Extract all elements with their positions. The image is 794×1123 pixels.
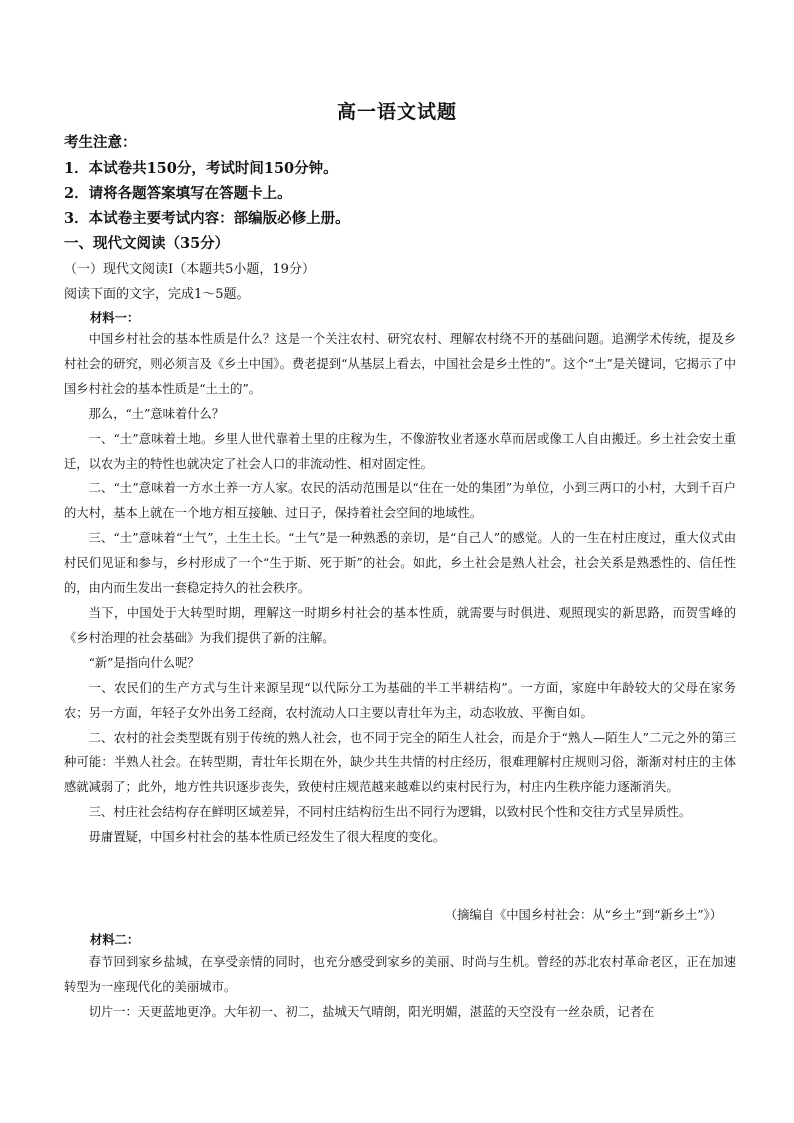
subsection-heading: （一）现代文阅读Ⅰ（本题共5小题，19分） xyxy=(64,262,315,277)
material-1-source: （摘编自《中国乡村社会：从“乡土”到“新乡土”》） xyxy=(444,908,722,922)
paragraph: “新”是指向什么呢？ xyxy=(88,655,200,670)
paragraph: 二、“土”意味着一方水土养一方人家。农民的活动范围是以“住在一处的集团”为单位，小到三两口的小村，大到千百户的大村，基本上就在一个地方相互接触、过日子，保持着社会空间的地域性。 xyxy=(64,481,736,521)
notice-item-2: 2．请将各题答案填写在答题卡上。 xyxy=(64,185,292,202)
paragraph: 一、“土”意味着土地。乡里人世代靠着土里的庄稼为生，不像游牧业者逐水草而居或像工人自由搬迁。乡土社会安土重迁，以农为主的特性也就决定了社会人口的非流动性、相对固定性。 xyxy=(64,431,736,471)
paragraph: 切片一：天更蓝地更净。大年初一、初二，盐城天气晴朗，阳光明媚，湛蓝的天空没有一丝杂质，记者在 xyxy=(88,1004,655,1019)
material-1-body xyxy=(64,327,736,850)
page-title: 高一语文试题 xyxy=(336,101,457,123)
notice-item-1: 1．本试卷共150分，考试时间150分钟。 xyxy=(64,160,338,177)
section-heading: 一、现代文阅读（35分） xyxy=(64,235,230,252)
paragraph: 春节回到家乡盐城，在享受亲情的同时，也充分感受到家乡的美丽、时尚与生机。曾经的苏北农村革命老区，正在加速转型为一座现代化的美丽城市。 xyxy=(64,955,736,994)
paragraph: 中国乡村社会的基本性质是什么？这是一个关注农村、研究农村、理解农村绕不开的基础问题。追溯学术传统，提及乡村社会的研究，则必须言及《乡土中国》。费老提到“从基层上看去，中国社会是乡土性的”。这个“土”是关键词，它揭示了中国乡村社会的基本性质是“土土的”。 xyxy=(64,332,736,396)
material-2-label: 材料二： xyxy=(90,932,140,947)
reading-instruction: 阅读下面的文字，完成1～5题。 xyxy=(64,287,250,302)
material-1-label: 材料一： xyxy=(90,310,140,325)
notice-item-3: 3．本试卷主要考试内容：部编版必修上册。 xyxy=(64,210,350,227)
notice-heading: 考生注意： xyxy=(64,134,137,151)
paragraph: 一、农民们的生产方式与生计来源呈现“以代际分工为基础的半工半耕结构”。一方面，家庭中年龄较大的父母在家务农；另一方面，年轻子女外出务工经商，农村流动人口主要以青壮年为主，动态收放、平衡自如。 xyxy=(64,680,736,720)
paragraph: 二、农村的社会类型既有别于传统的熟人社会，也不同于完全的陌生人社会，而是介于“熟人—陌生人”二元之外的第三种可能：半熟人社会。在转型期，青壮年长期在外，缺少共生共情的村庄经历，很难理解村庄规则习俗，渐渐对村庄的主体感就减弱了；此外，地方性共识逐步丧失，致使村庄规范越来越难以约束村民行为，村庄内生秩序能力逐渐消失。 xyxy=(64,730,736,795)
paragraph: 当下，中国处于大转型时期，理解这一时期乡村社会的基本性质，就需要与时俱进、观照现实的新思路，而贺雪峰的《乡村治理的社会基础》为我们提供了新的注解。 xyxy=(64,605,736,645)
material-2-body xyxy=(64,950,736,1025)
paragraph: 那么，“土”意味着什么？ xyxy=(88,406,225,421)
paragraph: 三、村庄社会结构存在鲜明区域差异，不同村庄结构衍生出不同行为逻辑，以致村民个性和交往方式呈异质性。 xyxy=(88,805,692,820)
paragraph: 三、“土”意味着“土气”，土生土长。“土气”是一种熟悉的亲切，是“自己人”的感觉。人的一生在村庄度过，重大仪式由村民们见证和参与，乡村形成了一个“生于斯、死于斯”的社会。如此，乡土社会是熟人社会，社会关系是熟悉性的、信任性的，由内而生发出一套稳定持久的社会秩序。 xyxy=(64,531,736,596)
paragraph: 毋庸置疑，中国乡村社会的基本性质已经发生了很大程度的变化。 xyxy=(88,830,446,845)
